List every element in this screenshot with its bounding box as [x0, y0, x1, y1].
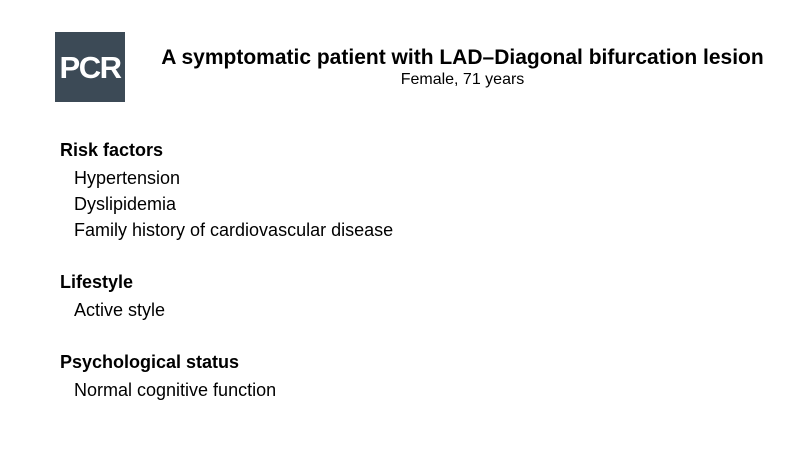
list-item: Normal cognitive function [74, 380, 277, 400]
page-title: A symptomatic patient with LAD–Diagonal bifurcation lesion [161, 46, 764, 69]
patient-details [60, 139, 760, 431]
section-psychological-status [60, 351, 760, 403]
section-risk-factors [60, 139, 760, 243]
psychological-status-list [60, 377, 760, 403]
section-heading: Risk factors [60, 140, 164, 160]
lifestyle-list [60, 297, 760, 323]
list-item: Active style [74, 300, 166, 320]
logo-text: PCR [59, 49, 121, 85]
page-subtitle: Female, 71 years [400, 71, 525, 88]
list-item: Family history of cardiovascular disease [74, 220, 394, 240]
list-item: Hypertension [74, 168, 181, 188]
list-item: Dyslipidemia [74, 194, 177, 214]
pcr-logo [55, 32, 125, 102]
section-lifestyle [60, 271, 760, 323]
section-heading: Lifestyle [60, 272, 134, 292]
header [150, 46, 775, 90]
section-heading: Psychological status [60, 352, 240, 372]
risk-factors-list [60, 165, 760, 243]
